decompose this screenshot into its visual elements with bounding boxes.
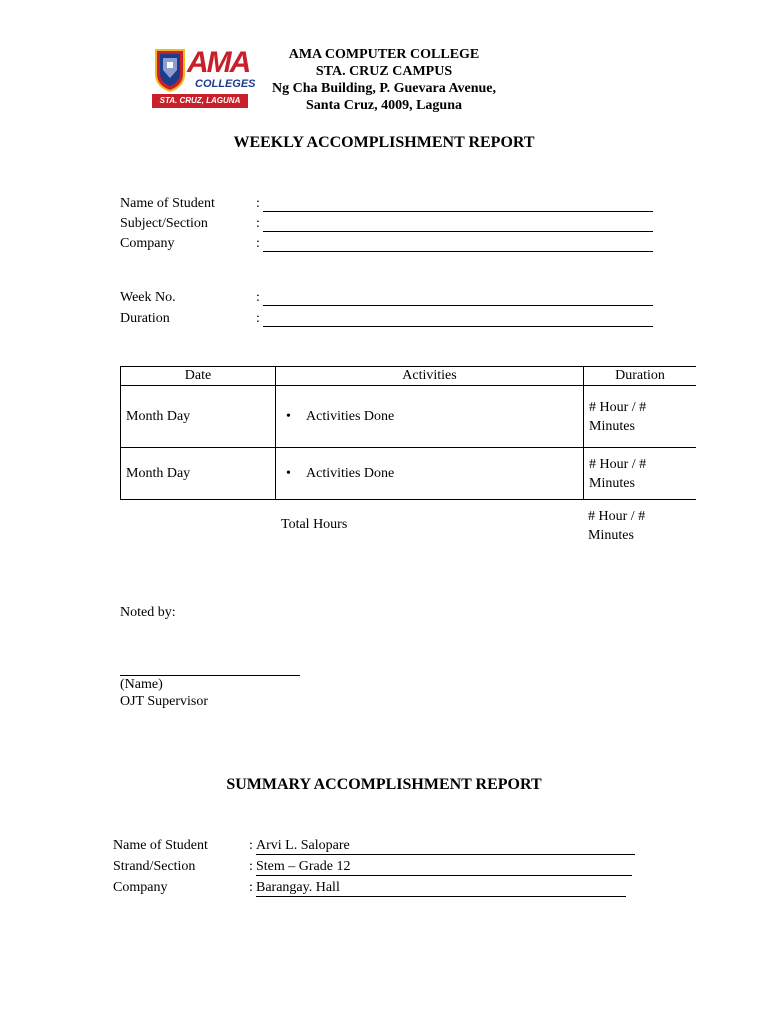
row-duration-cell <box>584 386 697 448</box>
field-colon: : <box>249 859 253 874</box>
supervisor-name: (Name) <box>120 677 163 692</box>
summary-company-value[interactable]: Barangay. Hall <box>256 880 626 897</box>
field-label-student: Name of Student <box>120 196 215 211</box>
row-duration-cell <box>584 448 697 500</box>
subject-section-field[interactable] <box>263 217 653 232</box>
signature-line[interactable] <box>120 675 300 676</box>
field-colon: : <box>256 196 260 211</box>
bullet-icon: • <box>286 408 291 424</box>
summary-student-value[interactable]: Arvi L. Salopare <box>256 838 635 855</box>
supervisor-title: OJT Supervisor <box>120 694 209 709</box>
table-header-row <box>121 367 697 386</box>
total-duration-value: # Hour / # <box>588 509 646 524</box>
row-duration-unit: Minutes <box>589 418 635 434</box>
row-duration: # Hour / # <box>589 399 647 415</box>
field-colon: : <box>256 311 260 326</box>
college-name: AMA COMPUTER COLLEGE <box>288 47 480 62</box>
row-duration-unit: Minutes <box>589 475 635 491</box>
summary-label-company: Company <box>113 880 168 895</box>
column-header-date: Date <box>121 367 276 386</box>
total-hours-label: Total Hours <box>281 517 348 532</box>
summary-label-strand: Strand/Section <box>113 859 196 874</box>
row-activity: Activities Done <box>306 408 395 424</box>
logo-band: STA. CRUZ, LAGUNA <box>152 94 248 108</box>
row-date: Month Day <box>121 448 276 500</box>
address-line-2: Santa Cruz, 4009, Laguna <box>306 98 462 113</box>
field-label-subject: Subject/Section <box>120 216 208 231</box>
table-row <box>121 386 697 448</box>
total-duration <box>588 507 645 545</box>
column-header-duration: Duration <box>584 367 697 386</box>
table-row <box>121 448 697 500</box>
company-field[interactable] <box>263 237 653 252</box>
shield-icon <box>155 48 185 92</box>
bullet-icon: • <box>286 465 291 481</box>
logo-brand: AMA <box>187 46 250 79</box>
total-duration-unit: Minutes <box>588 528 634 543</box>
week-no-field[interactable] <box>263 291 653 306</box>
field-colon: : <box>256 216 260 231</box>
column-header-activities: Activities <box>276 367 584 386</box>
field-colon: : <box>249 838 253 853</box>
row-date: Month Day <box>121 386 276 448</box>
field-colon: : <box>249 880 253 895</box>
summary-strand-value[interactable]: Stem – Grade 12 <box>256 859 632 876</box>
field-label-week: Week No. <box>120 290 176 305</box>
field-label-duration: Duration <box>120 311 170 326</box>
field-colon: : <box>256 236 260 251</box>
summary-label-student: Name of Student <box>113 838 208 853</box>
duration-field[interactable] <box>263 312 653 327</box>
field-colon: : <box>256 290 260 305</box>
weekly-report-title: WEEKLY ACCOMPLISHMENT REPORT <box>233 134 535 151</box>
logo-sub: COLLEGES <box>195 78 256 90</box>
campus-name: STA. CRUZ CAMPUS <box>315 64 453 79</box>
activity-table <box>120 366 696 500</box>
address-line-1: Ng Cha Building, P. Guevara Avenue, <box>271 81 497 96</box>
row-duration: # Hour / # <box>589 456 647 472</box>
row-activity: Activities Done <box>306 465 395 481</box>
row-activity-cell <box>276 386 584 448</box>
summary-report-title: SUMMARY ACCOMPLISHMENT REPORT <box>226 776 542 793</box>
row-activity-cell <box>276 448 584 500</box>
field-label-company: Company <box>120 236 175 251</box>
student-name-field[interactable] <box>263 197 653 212</box>
noted-by-label: Noted by: <box>120 605 176 620</box>
